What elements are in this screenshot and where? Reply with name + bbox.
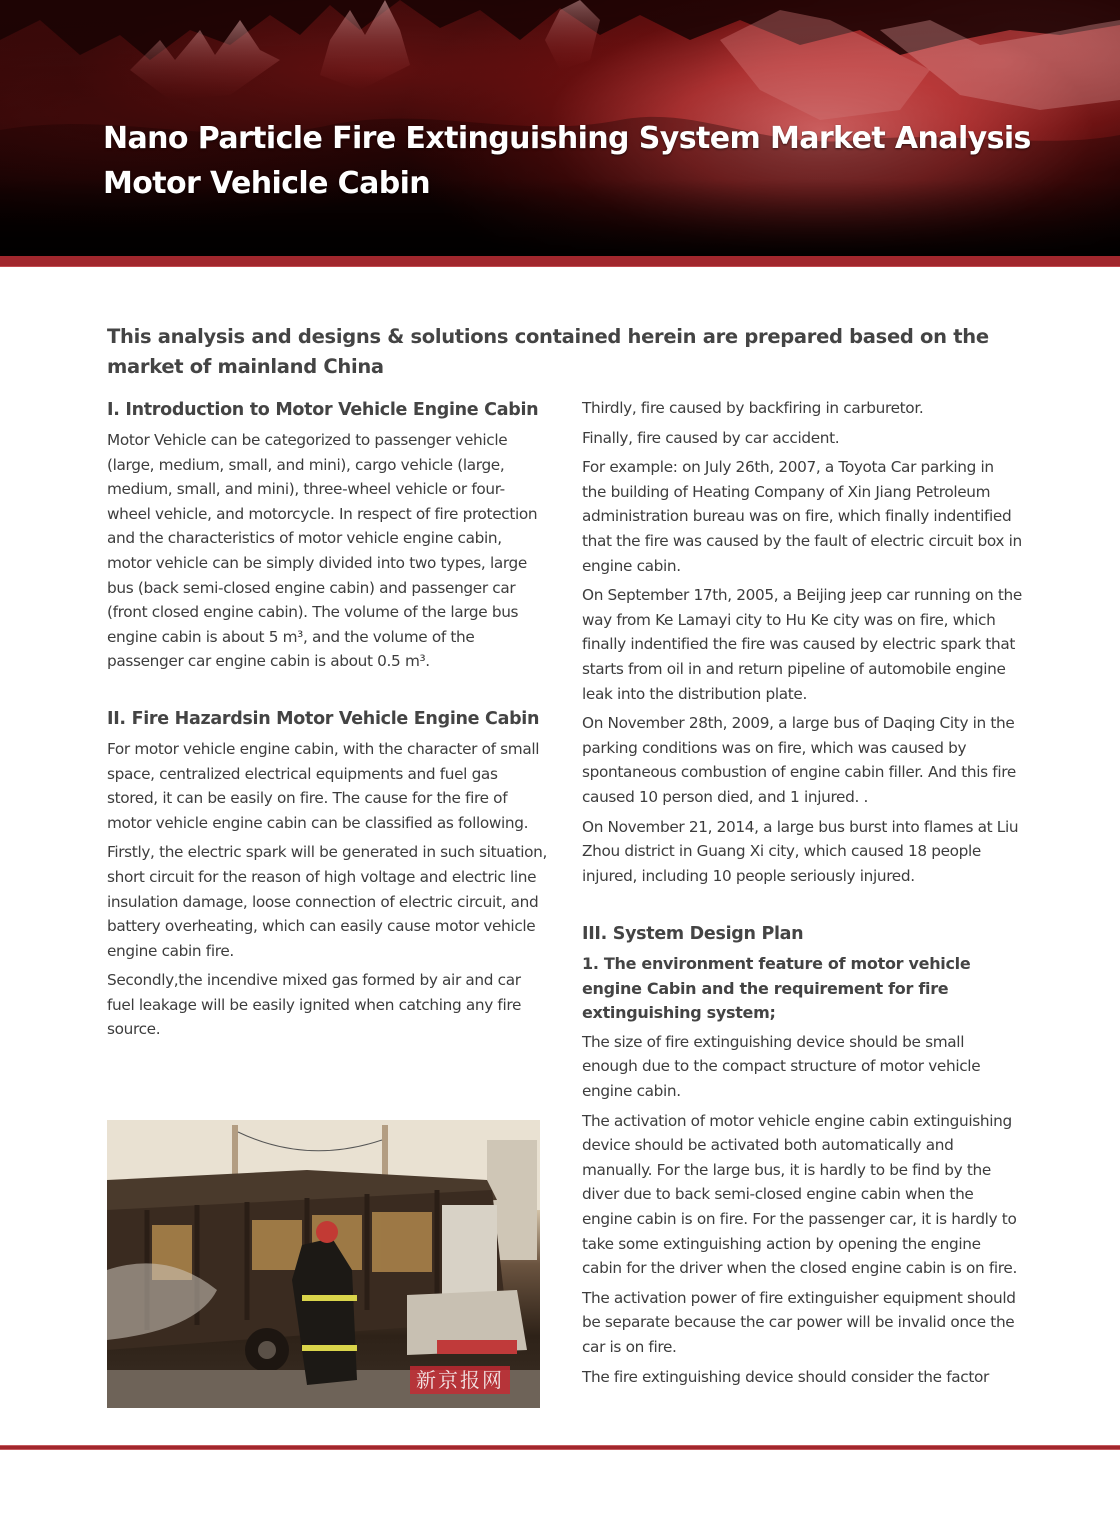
section-3-paragraph: The size of fire extinguishing device should be small enough due to the compact structure of motor vehicle engine cabin.: [582, 1032, 981, 1100]
section-2-heading: II. Fire Hazardsin Motor Vehicle Engine Cabin: [107, 708, 540, 729]
title-line-2: Motor Vehicle Cabin: [103, 166, 431, 201]
section-3-subheading: 1. The environment feature of motor vehicle engine Cabin and the requirement for fire extinguishing system;: [582, 954, 971, 1023]
lead-statement: This analysis and designs & solutions contained herein are prepared based on the market of mainland China: [107, 325, 989, 378]
section-2-paragraph: Secondly,the incendive mixed gas formed by air and car fuel leakage will be easily ignited when catching any fire source.: [107, 971, 522, 1039]
section-2-paragraph: Finally, fire caused by car accident.: [582, 428, 840, 447]
photo-watermark: 新京报网: [410, 1366, 510, 1394]
page-title: [103, 116, 1031, 206]
left-column: [107, 396, 547, 1047]
spacer: [107, 679, 547, 705]
section-3-heading: III. System Design Plan: [582, 924, 804, 945]
section-3-paragraph: The activation power of fire extinguisher equipment should be separate because the car power will be invalid once the car is on fire.: [582, 1288, 1016, 1356]
section-2-paragraph: Firstly, the electric spark will be generated in such situation, short circuit for the reason of high voltage and electric line insulation damage, loose connection of electric circuit, and battery overheating, which can easily cause motor vehicle engine cabin fire.: [107, 843, 548, 960]
title-line-1: Nano Particle Fire Extinguishing System Market Analysis: [103, 121, 1031, 156]
section-2-paragraph: On November 28th, 2009, a large bus of Daqing City in the parking conditions was on fire, which was caused by spontaneous combustion of engine cabin filler. And this fire caused 10 person died, and 1 injured. .: [582, 714, 1016, 806]
section-1-heading: I. Introduction to Motor Vehicle Engine Cabin: [107, 400, 539, 420]
section-2-paragraph: On November 21, 2014, a large bus burst into flames at Liu Zhou district in Guang Xi city, which caused 18 people injured, including 10 people seriously injured.: [582, 817, 1019, 885]
section-3-paragraph: The activation of motor vehicle engine cabin extinguishing device should be activated both automatically and manually. For the large bus, it is hardly to be find by the diver due to back semi-closed engine cabin when the engine cabin is on fire. For the passenger car, it is hardly to take some extinguishing action by opening the engine cabin for the driver when the closed engine cabin is on fire.: [582, 1111, 1017, 1278]
section-2-paragraph: Thirdly, fire caused by backfiring in carburetor.: [582, 399, 924, 417]
section-1-paragraph: Motor Vehicle can be categorized to passenger vehicle (large, medium, small, and mini), cargo vehicle (large, medium, small, and mini), three-wheel vehicle or four-wheel vehicle, and motorcycle. In respect of fire protection and the characteristics of motor vehicle engine cabin, motor vehicle can be simply divided into two types, large bus (back semi-closed engine cabin) and passenger car (front closed engine cabin). The volume of the large bus engine cabin is about 5 m³, and the volume of the passenger car engine cabin is about 0.5 m³.: [107, 431, 538, 671]
photo-illustration: [107, 1120, 540, 1408]
header-red-band: [0, 256, 1120, 267]
header-banner: [0, 0, 1120, 256]
footer-red-rule: [0, 1445, 1120, 1450]
spacer: [582, 893, 1022, 920]
right-column: [582, 396, 1022, 1394]
section-3-paragraph: The fire extinguishing device should consider the factor: [582, 1367, 989, 1386]
section-2-paragraph: On September 17th, 2005, a Beijing jeep car running on the way from Ke Lamayi city to Hu Ke city was on fire, which finally indentified the fire was caused by electric spark that starts from oil in and return pipeline of automobile engine leak into the distribution plate.: [582, 586, 1022, 703]
burned-bus-photo: [107, 1120, 540, 1408]
section-2-paragraph: For example: on July 26th, 2007, a Toyota Car parking in the building of Heating Company of Xin Jiang Petroleum administration bureau was on fire, which finally indentified that the fire was caused by the fault of electric circuit box in engine cabin.: [582, 458, 1022, 575]
section-2-paragraph: For motor vehicle engine cabin, with the character of small space, centralized electrical equipments and fuel gas stored, it can be easily on fire. The cause for the fire of motor vehicle engine cabin can be classified as following.: [107, 739, 540, 832]
